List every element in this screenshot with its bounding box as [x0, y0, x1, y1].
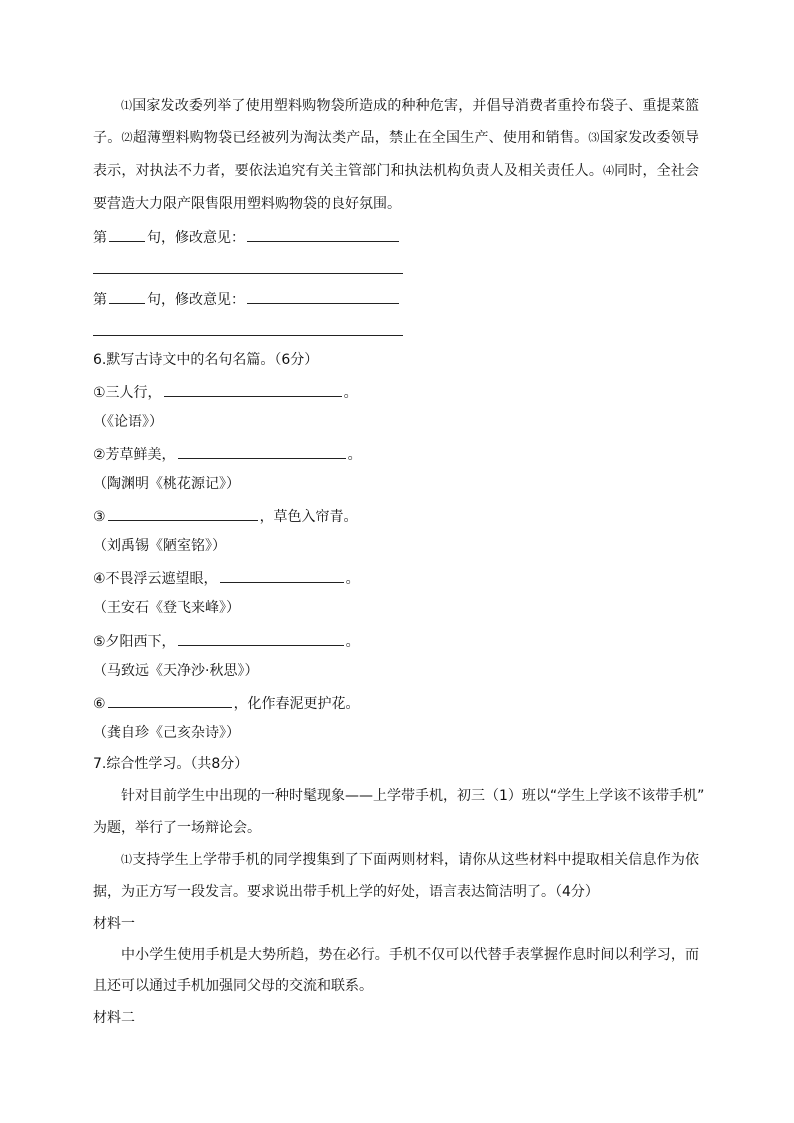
q5-answer-row-1: 第 句，修改意见： — [93, 226, 401, 246]
q7-intro-line-1: 针对目前学生中出现的一种时髦现象——上学带手机，初三（1）班以“学生上学该不该带手机” — [121, 788, 705, 804]
q6-item-5: ⑤夕阳西下， 。 — [93, 630, 360, 650]
q5-para-line-2 — [93, 128, 699, 148]
sentence-number-blank-1[interactable] — [109, 226, 145, 242]
q5-para-line-3-text: 表示，对执法不力者，要依法追究有关主管部门和执法机构负责人及相关责任人。⑷同时，全社会 — [93, 163, 700, 179]
poem-blank-2[interactable] — [178, 443, 346, 459]
sentence-marker: ⑶ — [588, 131, 600, 144]
q6-item-6: ⑥ ，化作春泥更护花。 — [93, 692, 360, 712]
q6-source-2: （陶渊明《桃花源记》） — [93, 476, 240, 492]
sentence-marker-1: ⑴ — [121, 99, 133, 112]
q6-item-3: ③ ，草色入帘青。 — [93, 505, 358, 525]
material-1-label: 材料一 — [93, 916, 135, 932]
sentence-marker: ⑷ — [603, 164, 615, 177]
q7-title: 7.综合性学习。（共8分） — [93, 756, 249, 772]
sub-question-marker: ⑴ — [121, 853, 133, 866]
poem-blank-5[interactable] — [178, 630, 344, 646]
q6-source-4: （王安石《登飞来峰》） — [93, 600, 240, 616]
q6-item-1: ①三人行， 。 — [93, 381, 358, 401]
q7-sub1-line-1: ⑴支持学生上学带手机的同学搜集到了下面两则材料，请你从这些材料中提取相关信息作为依 — [121, 852, 700, 868]
revision-blank-1[interactable] — [247, 226, 399, 242]
poem-blank-6[interactable] — [108, 692, 232, 708]
revision-rule-1[interactable] — [93, 273, 403, 274]
q6-item-4: ④不畏浮云遮望眼， 。 — [93, 567, 360, 587]
q6-source-6: （龚自珍《己亥杂诗》） — [93, 725, 240, 741]
q5-para-line-1: ⑴国家发改委列举了使用塑料购物袋所造成的种种危害，并倡导消费者重拎布袋子、重提菜篮 — [121, 98, 700, 114]
material-1-line-2: 且还可以通过手机加强同父母的交流和联系。 — [93, 978, 373, 994]
q7-sub1-line-2: 据，为正方写一段发言。要求说出带手机上学的好处，语言表达简洁明了。（4分） — [93, 884, 599, 900]
poem-blank-4[interactable] — [220, 567, 344, 583]
q6-title: 6.默写古诗文中的名句名篇。（6分） — [93, 352, 319, 368]
material-1-line-1: 中小学生使用手机是大势所趋，势在必行。手机不仅可以代替手表掌握作息时间以利学习，而 — [121, 947, 699, 963]
poem-blank-1[interactable] — [164, 381, 342, 397]
sentence-marker: ⑵ — [121, 131, 133, 144]
q6-source-5: （马致远《天净沙·秋思》） — [93, 663, 259, 679]
revision-blank-2[interactable] — [247, 288, 399, 304]
q7-intro-line-2: 为题，举行了一场辩论会。 — [93, 820, 261, 836]
revision-rule-2[interactable] — [93, 335, 403, 336]
q6-item-2: ②芳草鲜美， 。 — [93, 443, 362, 463]
poem-blank-3[interactable] — [108, 505, 258, 521]
q5-answer-row-2: 第 句，修改意见： — [93, 288, 401, 308]
q5-para-line-4: 要营造大力限产限售限用塑料购物袋的良好氛围。 — [93, 196, 401, 212]
sentence-number-blank-2[interactable] — [109, 288, 145, 304]
material-2-label: 材料二 — [93, 1010, 135, 1026]
q6-source-3: （刘禹锡《陋室铭》） — [93, 538, 226, 554]
q5-para-line-2-text: 子。⑵超薄塑料购物袋已经被列为淘汰类产品，禁止在全国生产、使用和销售。⑶国家发改委领导 — [93, 130, 700, 146]
q6-source-1: （《论语》） — [93, 414, 163, 430]
q5-para-line-3 — [93, 161, 699, 181]
